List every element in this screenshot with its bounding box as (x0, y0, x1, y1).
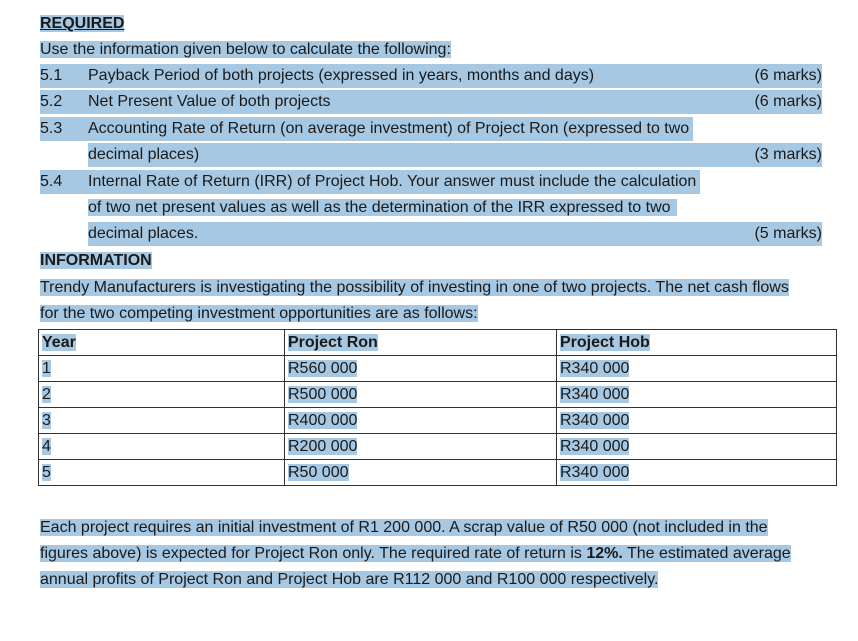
year-cell: 2 (39, 382, 285, 408)
ron-cell: R560 000 (285, 356, 557, 382)
hob-cell: R340 000 (557, 460, 837, 486)
hob-cell: R340 000 (557, 356, 837, 382)
year-cell: 3 (39, 408, 285, 434)
cash-flow-table (38, 329, 837, 486)
ron-cell: R200 000 (285, 434, 557, 460)
table-row (39, 382, 837, 408)
year-cell: 4 (39, 434, 285, 460)
question-5-4-cont-1: of two net present values as well as the determination of the IRR expressed to two (88, 196, 677, 220)
year-cell: 5 (39, 460, 285, 486)
required-rate: 12%. (586, 545, 623, 562)
table-row (39, 408, 837, 434)
question-5-2: 5.2 Net Present Value of both projects (6 marks) (40, 90, 822, 114)
year-cell: 1 (39, 356, 285, 382)
closing-line-1: Each project requires an initial investment of R1 200 000. A scrap value of R50 000 (not included in the (40, 519, 768, 536)
information-intro-2: for the two competing investment opportunities are as follows: (40, 305, 478, 322)
question-5-3: 5.3 Accounting Rate of Return (on average investment) of Project Ron (expressed to two (40, 117, 822, 141)
information-heading: INFORMATION (40, 252, 152, 269)
column-header-project-ron: Project Ron (285, 330, 557, 356)
hob-cell: R340 000 (557, 382, 837, 408)
column-header-year: Year (39, 330, 285, 356)
table-row (39, 434, 837, 460)
ron-cell: R50 000 (285, 460, 557, 486)
closing-line-2: figures above) is expected for Project Ron only. The required rate of return is 12%. The estimated average (40, 545, 791, 562)
question-5-3-cont: decimal places) (3 marks) (88, 143, 822, 167)
question-5-4-cont-2: decimal places. (5 marks) (88, 222, 822, 246)
required-intro: Use the information given below to calculate the following: (40, 41, 451, 58)
hob-cell: R340 000 (557, 434, 837, 460)
ron-cell: R400 000 (285, 408, 557, 434)
hob-cell: R340 000 (557, 408, 837, 434)
required-heading: REQUIRED (40, 15, 125, 32)
question-5-4: 5.4 Internal Rate of Return (IRR) of Project Hob. Your answer must include the calculation (40, 170, 822, 194)
column-header-project-hob: Project Hob (557, 330, 837, 356)
ron-cell: R500 000 (285, 382, 557, 408)
closing-line-3: annual profits of Project Ron and Project Hob are R112 000 and R100 000 respectively. (40, 571, 659, 588)
table-row (39, 460, 837, 486)
information-intro-1: Trendy Manufacturers is investigating the possibility of investing in one of two projects. The net cash flows (40, 279, 789, 296)
table-row (39, 356, 837, 382)
table-header-row (39, 330, 837, 356)
question-5-1: 5.1 Payback Period of both projects (expressed in years, months and days) (6 marks) (40, 64, 822, 88)
